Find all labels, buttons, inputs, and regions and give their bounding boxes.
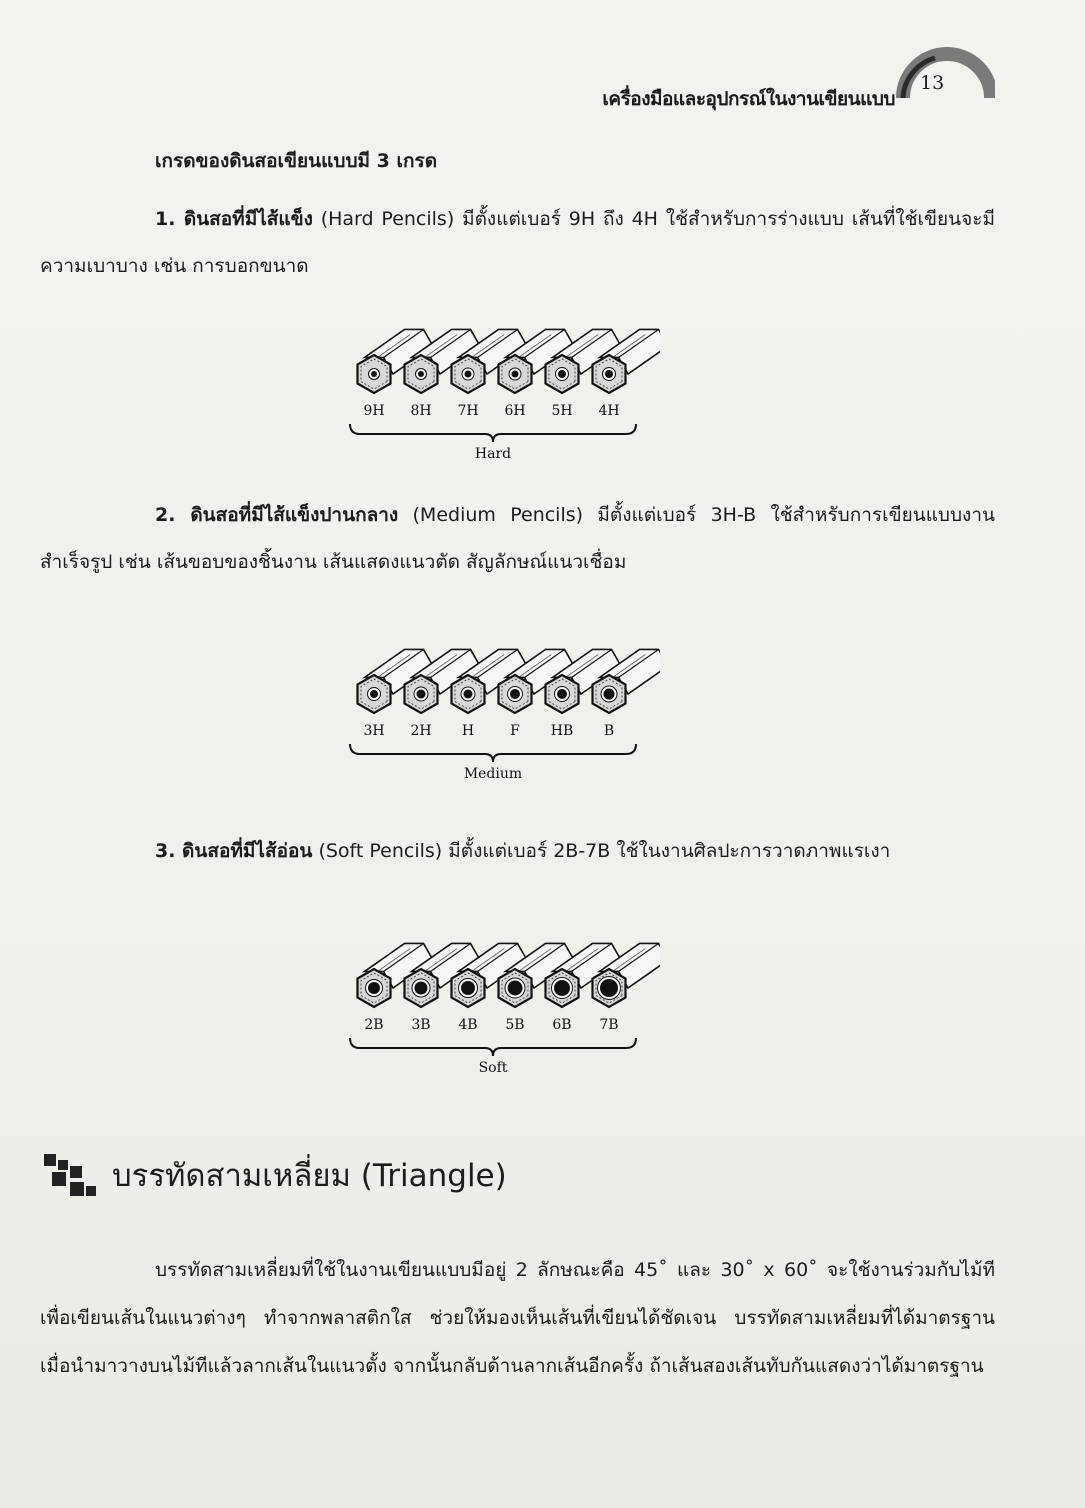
checker-bullet-icon <box>42 1152 98 1198</box>
grade-label-B: B <box>603 723 615 739</box>
grades-heading: เกรดของดินสอเขียนแบบมี 3 เกรด <box>155 150 438 172</box>
running-header: เครื่องมือและอุปกรณ์ในงานเขียนแบบ <box>602 88 895 110</box>
triangle-heading-text: บรรทัดสามเหลี่ยม (Triangle) <box>112 1158 507 1194</box>
hard-caption: Hard <box>474 446 512 462</box>
medium-brace <box>350 744 636 762</box>
hard-pencils-lead: 1. ดินสอที่มีไส้แข็ง <box>155 208 313 230</box>
grade-label-7B: 7B <box>599 1017 619 1033</box>
grade-label-6H: 6H <box>504 403 526 419</box>
grade-label-9H: 9H <box>363 403 385 419</box>
medium-pencils-lead: 2. ดินสอที่มีไส้แข็งปานกลาง <box>155 504 399 526</box>
triangle-paragraph-text: บรรทัดสามเหลี่ยมที่ใช้ในงานเขียนแบบมีอยู่ 2 ลักษณะคือ 45˚ และ 30˚ x 60˚ จะใช้งานร่วมกับไม้ทีเพื่อเขียนเส้นในแนวต่างๆ ทำจากพลาสติกใส ช่วยให้มองเห็นเส้นที่เขียนได้ชัดเจน บรรทัดสามเหลี่ยมที่ได้มาตรฐาน เมื่อนำมาวางบนไม้ทีแล้วลากเส้นในแนวตั้ง จากนั้นกลับด้านลากเส้นอีกครั้ง ถ้าเส้นสองเส้นทับกันแสดงว่าได้มาตรฐาน <box>40 1259 995 1377</box>
soft-pencils-lead: 3. ดินสอที่มีไส้อ่อน <box>155 840 313 862</box>
soft-pencils-figure <box>340 936 660 1076</box>
grade-label-4B: 4B <box>458 1017 478 1033</box>
hard-pencils-paragraph <box>40 196 995 290</box>
grade-label-4H: 4H <box>598 403 620 419</box>
medium-pencils-paragraph <box>40 492 995 586</box>
grade-label-6B: 6B <box>552 1017 572 1033</box>
triangle-section-heading <box>42 1150 507 1200</box>
hard-pencils-text: (Hard Pencils) มีตั้งแต่เบอร์ 9H ถึง 4H ใช้สำหรับการร่างแบบ เส้นที่ใช้เขียนจะมีความเบาบาง เช่น การบอกขนาด <box>40 208 995 277</box>
grade-label-5H: 5H <box>551 403 573 419</box>
triangle-paragraph <box>40 1246 995 1390</box>
hard-pencils-figure <box>340 322 660 462</box>
grade-label-3H: 3H <box>363 723 385 739</box>
medium-pencils-text: (Medium Pencils) มีตั้งแต่เบอร์ 3H-B ใช้สำหรับการเขียนแบบงานสำเร็จรูป เช่น เส้นขอบของชิ้นงาน เส้นแสดงแนวตัด สัญลักษณ์แนวเชื่อม <box>40 504 995 573</box>
soft-brace <box>350 1038 636 1056</box>
soft-pencils-paragraph <box>40 828 995 875</box>
soft-pencils-text: (Soft Pencils) มีตั้งแต่เบอร์ 2B-7B ใช้ในงานศิลปะการวาดภาพแรเงา <box>312 840 891 862</box>
page-number-arc-icon <box>895 36 995 106</box>
medium-pencils-figure <box>340 642 660 782</box>
soft-caption: Soft <box>478 1060 508 1076</box>
grade-label-H: H <box>461 723 475 739</box>
medium-caption: Medium <box>463 766 523 782</box>
grade-label-2H: 2H <box>410 723 432 739</box>
grade-label-3B: 3B <box>411 1017 431 1033</box>
page-number: 13 <box>920 72 945 94</box>
grade-label-F: F <box>510 723 520 739</box>
grade-label-5B: 5B <box>505 1017 525 1033</box>
grade-label-7H: 7H <box>457 403 479 419</box>
grade-label-HB: HB <box>550 723 574 739</box>
grade-label-2B: 2B <box>364 1017 384 1033</box>
hard-brace <box>350 424 636 442</box>
grade-label-8H: 8H <box>410 403 432 419</box>
